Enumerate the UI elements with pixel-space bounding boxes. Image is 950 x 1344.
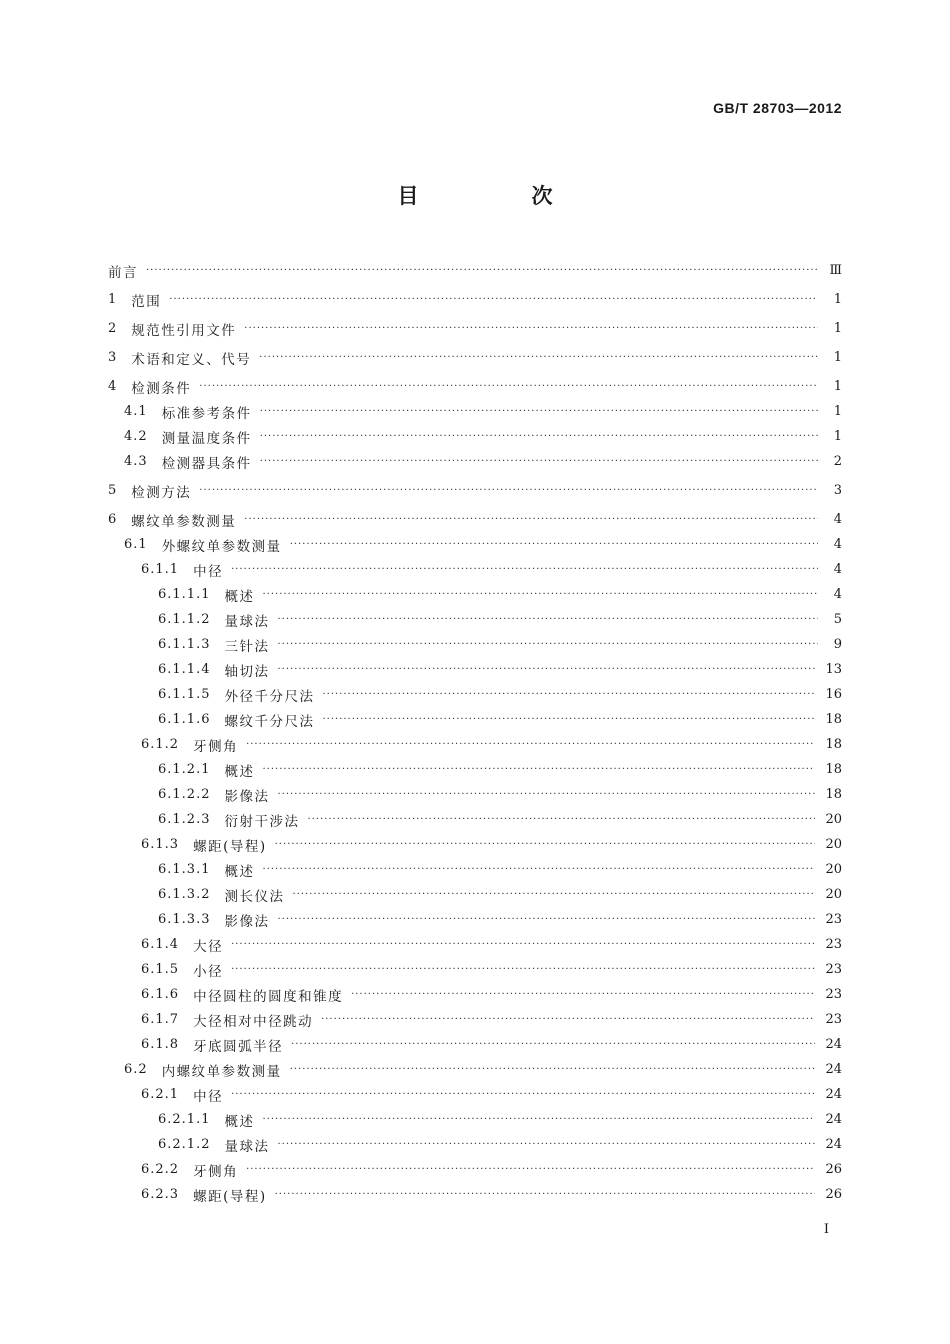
toc-leader-dots (351, 982, 815, 1007)
toc-entry-page: 9 (833, 637, 842, 652)
toc-entry-number: 6.2 (124, 1062, 148, 1077)
toc-entry-page: 23 (825, 937, 842, 952)
toc-entry-number: 4 (108, 379, 118, 394)
toc-entry[interactable] (108, 1132, 842, 1157)
toc-entry-label: 检测条件 (131, 380, 192, 397)
toc-entry[interactable] (108, 478, 842, 503)
toc-entry[interactable] (108, 857, 842, 882)
toc-leader-dots (277, 632, 818, 657)
toc-entry-label: 中径圆柱的圆度和锥度 (193, 988, 344, 1005)
toc-entry[interactable] (108, 807, 842, 832)
toc-leader-dots (277, 907, 815, 932)
toc-entry[interactable] (108, 557, 842, 582)
toc-entry-label: 外螺纹单参数测量 (161, 538, 282, 555)
toc-entry[interactable] (108, 957, 842, 982)
toc-entry-page: 2 (833, 454, 842, 469)
toc-entry[interactable] (108, 1107, 842, 1132)
toc-entry[interactable] (108, 632, 842, 657)
toc-entry[interactable] (108, 287, 842, 312)
toc-leader-dots (322, 707, 815, 732)
toc-entry-page: 18 (825, 712, 842, 727)
toc-entry-page: 18 (825, 787, 842, 802)
toc-entry-number: 6.2.1 (141, 1087, 180, 1102)
toc-entry[interactable] (108, 682, 842, 707)
toc-entry[interactable] (108, 657, 842, 682)
toc-entry-label: 规范性引用文件 (131, 322, 237, 339)
toc-entry-number: 6.1.5 (141, 962, 180, 977)
toc-entry-number: 6.1.4 (141, 937, 180, 952)
toc-leader-dots (262, 1107, 815, 1132)
toc-entry-label: 概述 (224, 588, 255, 605)
toc-entry[interactable] (108, 882, 842, 907)
toc-entry-page: 1 (833, 404, 842, 419)
toc-entry-number: 6.2.1.2 (158, 1137, 211, 1152)
toc-entry-label: 前言 (108, 264, 138, 281)
toc-leader-dots (262, 582, 818, 607)
toc-leader-dots (290, 1057, 816, 1082)
toc-leader-dots (260, 449, 818, 474)
toc-entry-number: 6.1.3 (141, 837, 180, 852)
toc-entry-number: 4.3 (124, 454, 148, 469)
toc-entry[interactable] (108, 1082, 842, 1107)
toc-leader-dots (277, 607, 818, 632)
toc-leader-dots (322, 682, 815, 707)
toc-entry-label: 量球法 (224, 1138, 270, 1155)
toc-leader-dots (231, 557, 818, 582)
toc-entry-page: 4 (833, 562, 842, 577)
toc-entry[interactable] (108, 757, 842, 782)
toc-leader-dots (262, 857, 815, 882)
toc-leader-dots (277, 782, 815, 807)
toc-entry-number: 4.1 (124, 404, 148, 419)
toc-entry-page: 1 (833, 292, 842, 307)
toc-leader-dots (169, 287, 818, 312)
toc-leader-dots (231, 957, 815, 982)
toc-entry-label: 螺距(导程) (193, 1188, 267, 1205)
toc-leader-dots (146, 258, 818, 283)
toc-entry-page: 24 (825, 1037, 842, 1052)
toc-entry-label: 标准参考条件 (161, 405, 252, 422)
toc-leader-dots (231, 932, 815, 957)
toc-leader-dots (199, 374, 818, 399)
toc-entry-page: 4 (833, 512, 842, 527)
toc-entry-label: 外径千分尺法 (224, 688, 315, 705)
toc-leader-dots (290, 532, 818, 557)
toc-entry-label: 三针法 (224, 638, 270, 655)
toc-entry-number: 6.1.2.2 (158, 787, 211, 802)
toc-entry-number: 6.1.3.3 (158, 912, 211, 927)
toc-entry-number: 5 (108, 483, 118, 498)
toc-entry-page: Ⅲ (829, 263, 842, 278)
toc-entry-page: 20 (825, 887, 842, 902)
toc-entry-label: 影像法 (224, 913, 270, 930)
toc-entry-label: 术语和定义、代号 (131, 351, 252, 368)
toc-entry-page: 23 (825, 987, 842, 1002)
toc-entry-label: 衍射干涉法 (224, 813, 300, 830)
toc-entry-label: 螺纹千分尺法 (224, 713, 315, 730)
toc-entry-label: 牙底圆弧半径 (193, 1038, 284, 1055)
toc-leader-dots (277, 1132, 815, 1157)
toc-entry-number: 6.1.3.2 (158, 887, 211, 902)
toc-entry[interactable] (108, 982, 842, 1007)
toc-leader-dots (244, 507, 818, 532)
toc-entry[interactable] (108, 374, 842, 399)
toc-entry-number: 6.1.8 (141, 1037, 180, 1052)
toc-entry-page: 4 (833, 537, 842, 552)
toc-entry-label: 概述 (224, 763, 255, 780)
toc-entry-label: 轴切法 (224, 663, 270, 680)
standard-number: GB/T 28703—2012 (713, 100, 842, 116)
toc-entry-page: 24 (825, 1112, 842, 1127)
toc-leader-dots (321, 1007, 815, 1032)
toc-entry-page: 26 (825, 1187, 842, 1202)
toc-entry[interactable] (108, 345, 842, 370)
toc-entry[interactable] (108, 582, 842, 607)
toc-entry-page: 23 (825, 962, 842, 977)
toc-entry-page: 24 (825, 1137, 842, 1152)
toc-entry[interactable] (108, 1032, 842, 1057)
toc-entry-number: 6.2.2 (141, 1162, 180, 1177)
toc-entry-page: 13 (825, 662, 842, 677)
toc-entry[interactable] (108, 782, 842, 807)
toc-entry-label: 测量温度条件 (161, 430, 252, 447)
toc-entry-label: 测长仪法 (224, 888, 285, 905)
toc-entry-page: 1 (833, 429, 842, 444)
toc-entry-page: 1 (833, 379, 842, 394)
toc-entry-label: 小径 (193, 963, 224, 980)
toc-entry-number: 6.1.2.1 (158, 762, 211, 777)
toc-entry-number: 2 (108, 321, 118, 336)
toc-entry-number: 6.1.1.5 (158, 687, 211, 702)
toc-entry-page: 26 (825, 1162, 842, 1177)
toc-entry-page: 4 (833, 587, 842, 602)
toc-leader-dots (260, 424, 818, 449)
toc-entry-page: 20 (825, 837, 842, 852)
toc-entry-page: 20 (825, 812, 842, 827)
toc-leader-dots (260, 399, 818, 424)
toc-leader-dots (262, 757, 815, 782)
toc-leader-dots (291, 1032, 815, 1057)
toc-entry-page: 1 (833, 321, 842, 336)
toc-entry-number: 6.2.1.1 (158, 1112, 211, 1127)
toc-entry-label: 检测方法 (131, 484, 192, 501)
toc-entry-number: 6.1.1.6 (158, 712, 211, 727)
toc-entry-number: 6.1.1 (141, 562, 180, 577)
toc-entry[interactable] (108, 532, 842, 557)
toc-entry-page: 5 (833, 612, 842, 627)
toc-entry-page: 1 (833, 350, 842, 365)
toc-entry-page: 16 (825, 687, 842, 702)
toc-entry-label: 概述 (224, 1113, 255, 1130)
toc-entry-page: 3 (833, 483, 842, 498)
toc-entry[interactable] (108, 1182, 842, 1207)
toc-leader-dots (199, 478, 818, 503)
toc-leader-dots (231, 1082, 815, 1107)
toc-entry-number: 6.1.2 (141, 737, 180, 752)
toc-entry[interactable] (108, 607, 842, 632)
page-number: I (823, 1222, 829, 1237)
toc-entry-page: 24 (825, 1062, 842, 1077)
toc-entry[interactable] (108, 1157, 842, 1182)
toc-entry-label: 概述 (224, 863, 255, 880)
toc-entry-label: 牙侧角 (193, 1163, 239, 1180)
toc-entry-label: 检测器具条件 (161, 455, 252, 472)
toc-entry-label: 中径 (193, 563, 224, 580)
toc-entry-number: 6 (108, 512, 118, 527)
toc-entry-label: 量球法 (224, 613, 270, 630)
toc-entry[interactable] (108, 907, 842, 932)
toc-entry[interactable] (108, 399, 842, 424)
toc-entry-number: 6.1.1.2 (158, 612, 211, 627)
toc-entry[interactable] (108, 732, 842, 757)
toc-leader-dots (275, 832, 816, 857)
toc-entry[interactable] (108, 1057, 842, 1082)
toc-entry-number: 6.1.1.1 (158, 587, 211, 602)
toc-entry-page: 24 (825, 1087, 842, 1102)
toc-leader-dots (246, 1157, 815, 1182)
toc-entry-number: 6.1.3.1 (158, 862, 211, 877)
toc-leader-dots (275, 1182, 816, 1207)
toc-entry-number: 3 (108, 350, 118, 365)
toc-entry-label: 内螺纹单参数测量 (161, 1063, 282, 1080)
toc-entry-number: 6.1.7 (141, 1012, 180, 1027)
toc-entry-label: 影像法 (224, 788, 270, 805)
toc-leader-dots (244, 316, 818, 341)
toc-entry-number: 4.2 (124, 429, 148, 444)
toc-entry-label: 螺距(导程) (193, 838, 267, 855)
toc-entry[interactable] (108, 507, 842, 532)
toc-entry[interactable] (108, 1007, 842, 1032)
toc-leader-dots (292, 882, 815, 907)
toc-leader-dots (246, 732, 815, 757)
toc-entry-number: 6.2.3 (141, 1187, 180, 1202)
toc-leader-dots (307, 807, 815, 832)
toc-entry-label: 大径 (193, 938, 224, 955)
toc-entry[interactable] (108, 932, 842, 957)
toc-leader-dots (259, 345, 818, 370)
toc-entry-number: 1 (108, 292, 118, 307)
toc-entry-number: 6.1.2.3 (158, 812, 211, 827)
toc-entry-label: 中径 (193, 1088, 224, 1105)
toc-entry-number: 6.1.6 (141, 987, 180, 1002)
toc-entry[interactable] (108, 424, 842, 449)
toc-entry-label: 螺纹单参数测量 (131, 513, 237, 530)
toc-title: 目 次 (397, 184, 599, 208)
toc-entry[interactable] (108, 707, 842, 732)
table-of-contents (108, 258, 842, 1207)
toc-entry-number: 6.1 (124, 537, 148, 552)
toc-entry-page: 18 (825, 737, 842, 752)
toc-entry-page: 23 (825, 1012, 842, 1027)
toc-entry-number: 6.1.1.4 (158, 662, 211, 677)
toc-entry-label: 大径相对中径跳动 (193, 1013, 314, 1030)
toc-entry[interactable] (108, 449, 842, 474)
toc-entry-page: 20 (825, 862, 842, 877)
toc-entry-number: 6.1.1.3 (158, 637, 211, 652)
toc-entry-page: 18 (825, 762, 842, 777)
toc-entry-label: 牙侧角 (193, 738, 239, 755)
toc-entry[interactable] (108, 258, 842, 283)
toc-entry-label: 范围 (131, 293, 162, 310)
toc-entry[interactable] (108, 316, 842, 341)
toc-entry[interactable] (108, 832, 842, 857)
toc-leader-dots (277, 657, 815, 682)
toc-entry-page: 23 (825, 912, 842, 927)
